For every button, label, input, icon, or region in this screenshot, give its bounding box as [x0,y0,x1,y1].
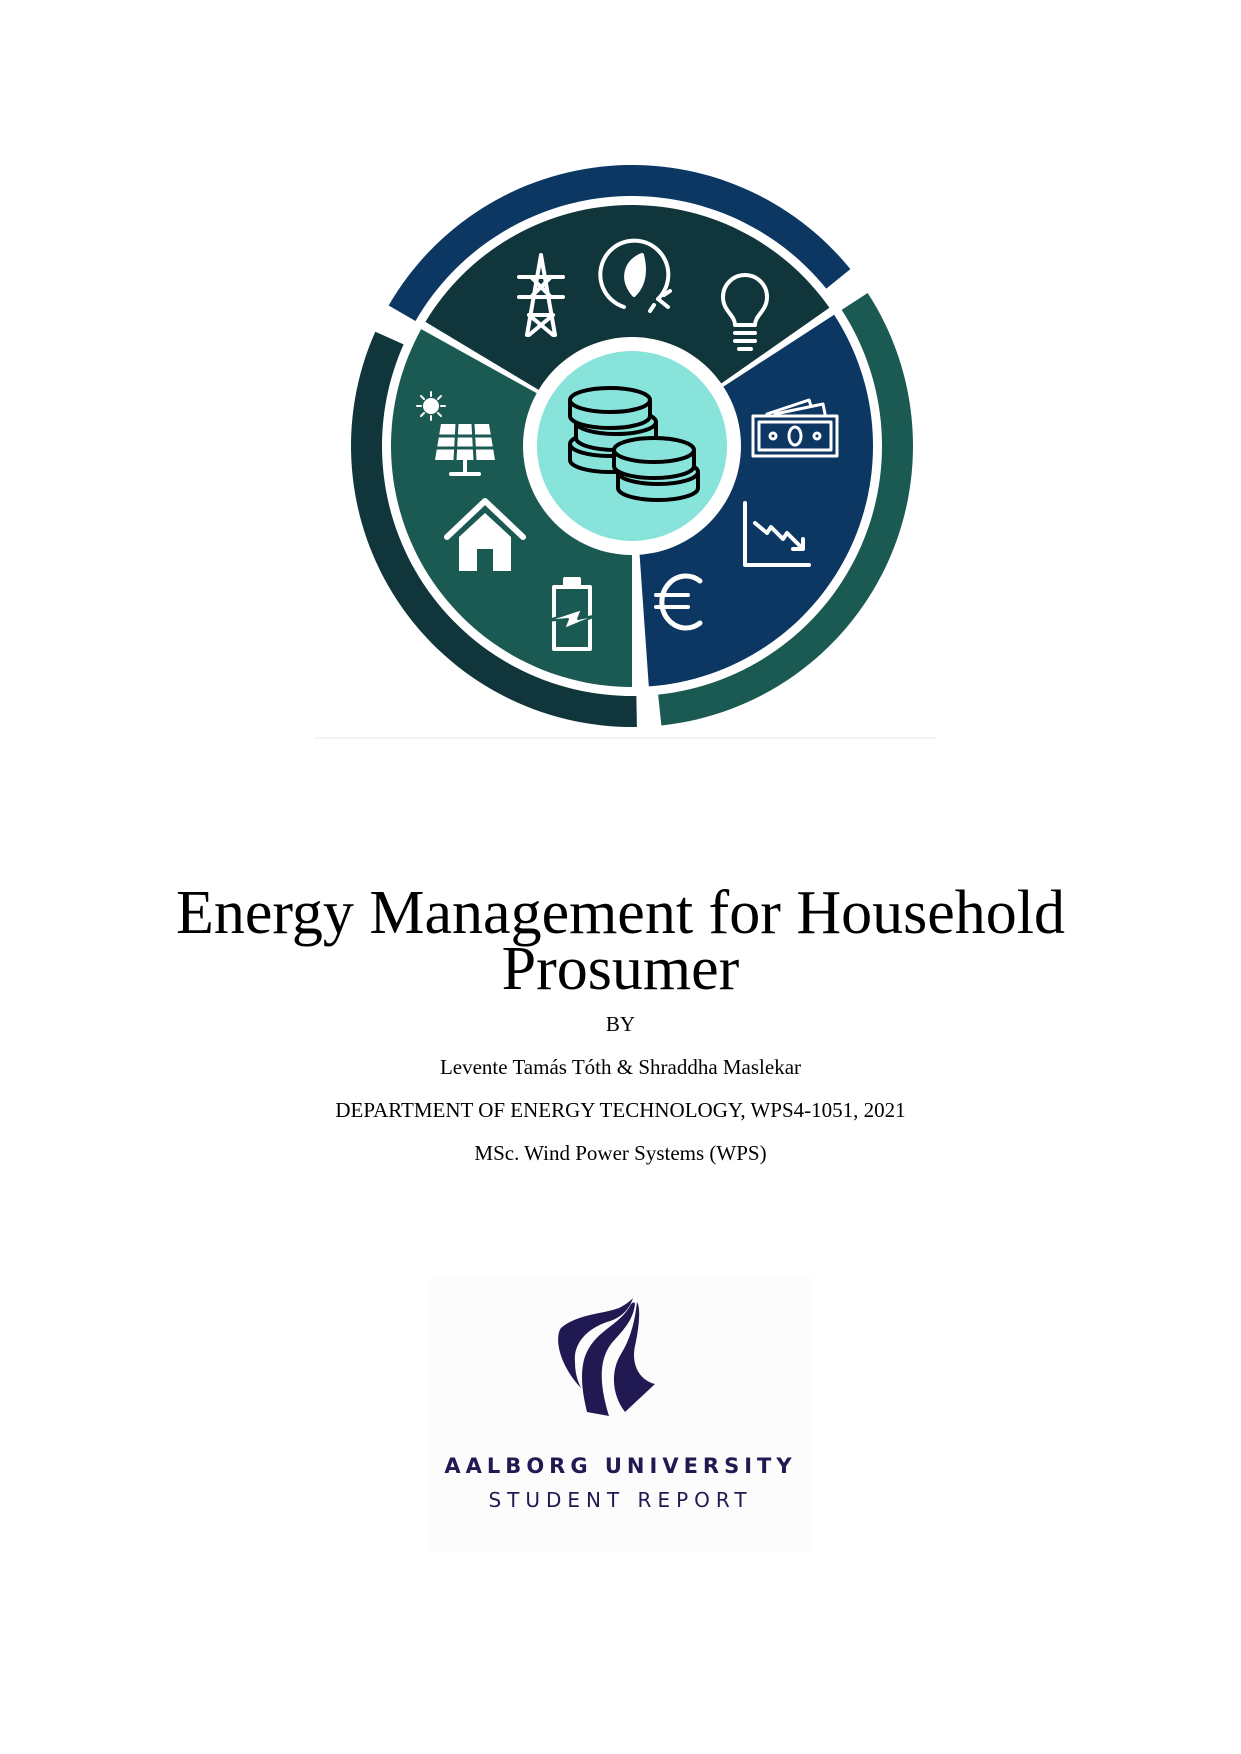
aalborg-university-wave-logo [555,1298,670,1420]
report-title-line-2: Prosumer [501,935,740,1003]
report-title-line-1: Energy Management for Household [175,879,1065,947]
department: DEPARTMENT OF ENERGY TECHNOLOGY, WPS4-1051, 2021 [335,1098,906,1122]
authors: Levente Tamás Tóth & Shraddha Maslekar [439,1055,802,1079]
university-subtitle: STUDENT REPORT [488,1488,753,1512]
energy-management-wheel [332,146,932,746]
university-name: AALBORG UNIVERSITY [444,1454,797,1478]
study-programme: MSc. Wind Power Systems (WPS) [474,1141,767,1165]
by-label: BY [605,1012,636,1036]
